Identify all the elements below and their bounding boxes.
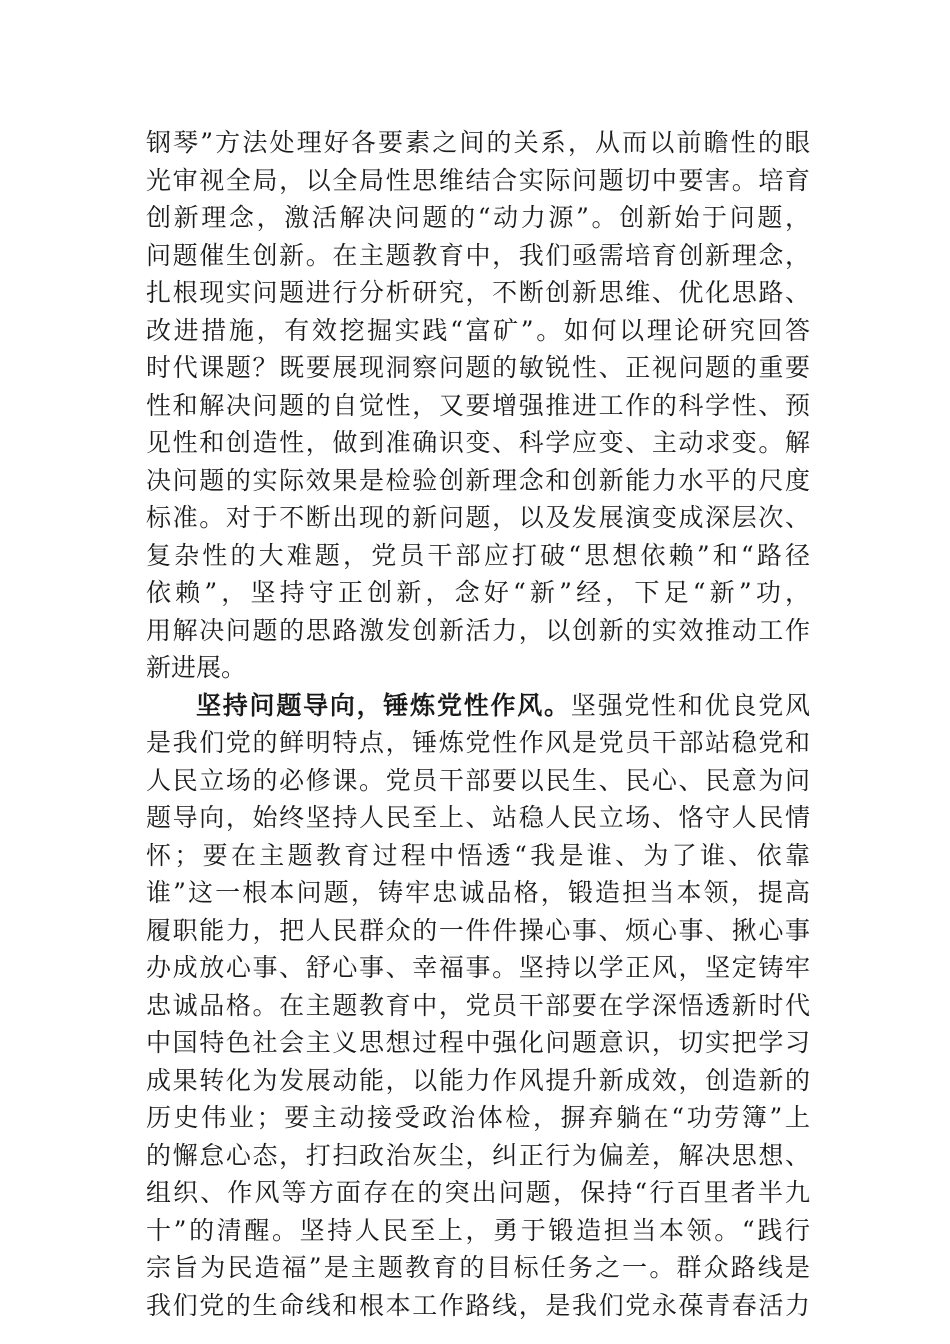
text-line: 我们党的生命线和根本工作路线，是我们党永葆青春活力	[146, 1290, 810, 1320]
paragraph-1	[146, 124, 810, 687]
text-line: 组织、作风等方面存在的突出问题，保持“行百里者半九	[146, 1178, 810, 1207]
text-line: 问题催生创新。在主题教育中，我们亟需培育创新理念，	[146, 240, 810, 270]
text-line: 忠诚品格。在主题教育中，党员干部要在学深悟透新时代	[146, 990, 810, 1020]
text-line: 扎根现实问题进行分析研究，不断创新思维、优化思路、	[146, 278, 810, 307]
heading-line-rest: 坚强党性和优良党风	[570, 690, 810, 720]
text-line: 题导向，始终坚持人民至上、站稳人民立场、恪守人民情	[146, 803, 810, 832]
text-line: 时代课题？既要展现洞察问题的敏锐性、正视问题的重要	[146, 353, 810, 382]
text-line: 复杂性的大难题，党员干部应打破“思想依赖”和“路径	[146, 540, 810, 570]
text-line: 改进措施，有效挖掘实践“富矿”。如何以理论研究回答	[146, 315, 810, 345]
text-line: 新进展。	[146, 653, 247, 682]
text-line: 钢琴”方法处理好各要素之间的关系，从而以前瞻性的眼	[146, 128, 810, 157]
paragraph-2	[146, 687, 810, 1325]
text-line: 决问题的实际效果是检验创新理念和创新能力水平的尺度	[146, 465, 810, 495]
text-line: 性和解决问题的自觉性，又要增强推进工作的科学性、预	[146, 390, 810, 420]
text-line: 创新理念，激活解决问题的“动力源”。创新始于问题，	[146, 203, 810, 232]
text-line: 谁”这一根本问题，铸牢忠诚品格，锻造担当本领，提高	[146, 878, 810, 907]
text-line: 宗旨为民造福”是主题教育的目标任务之一。群众路线是	[146, 1253, 810, 1282]
text-line: 办成放心事、舒心事、幸福事。坚持以学正风，坚定铸牢	[146, 953, 810, 982]
text-line: 成果转化为发展动能，以能力作风提升新成效，创造新的	[146, 1065, 810, 1095]
text-line: 十”的清醒。坚持人民至上，勇于锻造担当本领。“践行	[146, 1215, 810, 1245]
text-line: 履职能力，把人民群众的一件件操心事、烦心事、揪心事	[146, 915, 810, 945]
text-line: 见性和创造性，做到准确识变、科学应变、主动求变。解	[146, 428, 810, 457]
text-line	[146, 687, 810, 725]
text-line: 的懈怠心态，打扫政治灰尘，纠正行为偏差，解决思想、	[146, 1140, 810, 1170]
text-line: 光审视全局，以全局性思维结合实际问题切中要害。培育	[146, 165, 810, 195]
text-line: 依赖”，坚持守正创新，念好“新”经，下足“新”功，	[146, 578, 810, 607]
text-line: 怀；要在主题教育过程中悟透“我是谁、为了谁、依靠	[146, 840, 810, 870]
section-heading: 坚持问题导向，锤炼党性作风。	[196, 690, 571, 720]
text-line: 历史伟业；要主动接受政治体检，摒弃躺在“功劳簿”上	[146, 1103, 810, 1132]
body-text	[146, 124, 810, 1324]
text-line: 中国特色社会主义思想过程中强化问题意识，切实把学习	[146, 1028, 810, 1057]
text-line: 用解决问题的思路激发创新活力，以创新的实效推动工作	[146, 615, 810, 645]
text-line: 标准。对于不断出现的新问题，以及发展演变成深层次、	[146, 503, 810, 532]
text-line: 人民立场的必修课。党员干部要以民生、民心、民意为问	[146, 765, 810, 795]
text-line: 是我们党的鲜明特点，锤炼党性作风是党员干部站稳党和	[146, 728, 810, 757]
